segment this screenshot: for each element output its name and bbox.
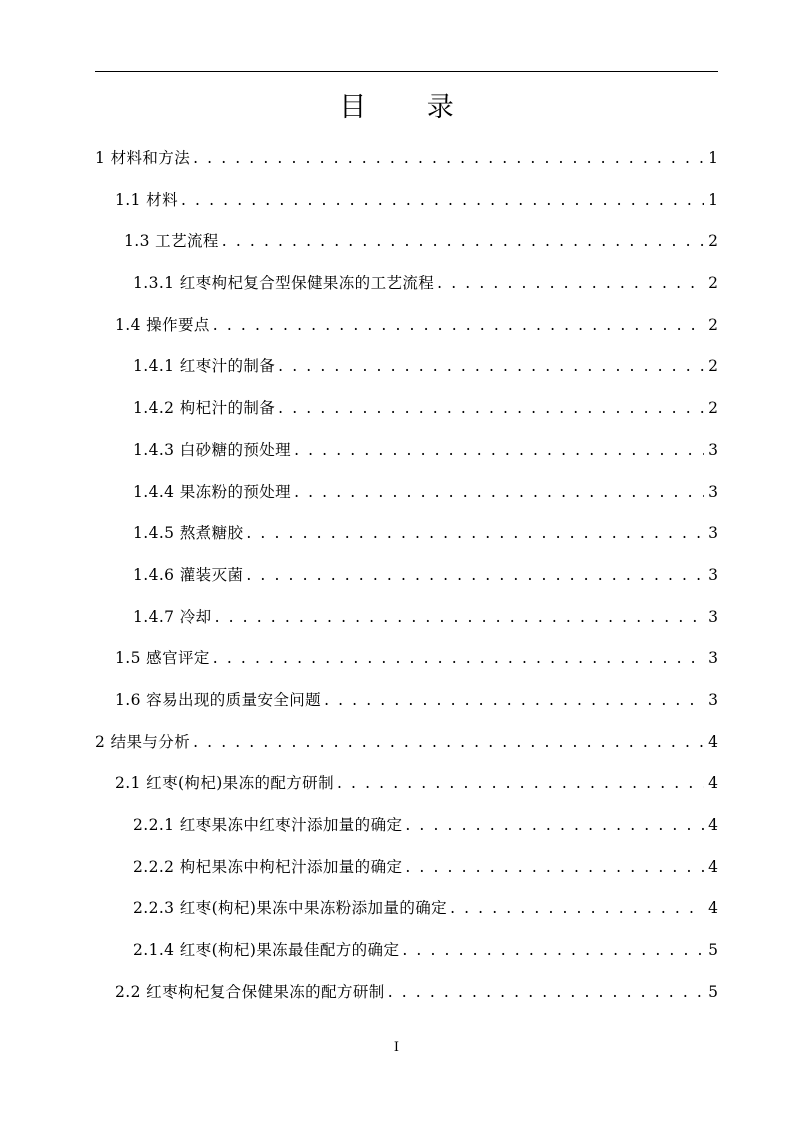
dot-leader [294, 472, 704, 514]
page-number: I [393, 1040, 400, 1055]
toc-entry-title: 2.1.4 红枣(枸杞)果冻最佳配方的确定 [133, 941, 400, 960]
toc-entry[interactable] [95, 722, 718, 764]
dot-leader [405, 847, 704, 889]
toc-entry-title: 1.4.7 冷却 [133, 607, 212, 626]
dot-leader [222, 221, 704, 263]
dot-leader [193, 722, 704, 764]
toc-entry[interactable] [95, 972, 718, 1014]
toc-entry[interactable] [95, 305, 718, 347]
dot-leader [450, 888, 704, 930]
toc-entry-title: 2.2.3 红枣(枸杞)果冻中果冻粉添加量的确定 [133, 899, 448, 918]
dot-leader [278, 346, 704, 388]
toc-entry[interactable] [95, 805, 718, 847]
toc-entry-title: 2 结果与分析 [95, 732, 191, 751]
dot-leader [324, 680, 704, 722]
toc-entry[interactable] [95, 513, 718, 555]
toc-entry[interactable] [95, 763, 718, 805]
toc-entry[interactable] [95, 221, 718, 263]
toc-entry-page: 2 [708, 357, 718, 376]
dot-leader [337, 763, 704, 805]
toc-entry-title: 1.1 材料 [115, 190, 178, 209]
dot-leader [405, 805, 704, 847]
dot-leader [193, 138, 704, 180]
dot-leader [278, 388, 704, 430]
toc-entry[interactable] [95, 430, 718, 472]
header-rule [95, 71, 718, 72]
toc-entry-title: 2.1 红枣(枸杞)果冻的配方研制 [115, 774, 334, 793]
toc-entry[interactable] [95, 388, 718, 430]
toc-entry[interactable] [95, 888, 718, 930]
dot-leader [213, 638, 704, 680]
toc-entry-title: 1.4.2 枸杞汁的制备 [133, 399, 276, 418]
toc-entry-page: 1 [708, 190, 718, 209]
toc-entry-page: 2 [708, 315, 718, 334]
table-of-contents [95, 138, 718, 1013]
dot-leader [213, 305, 704, 347]
toc-entry-page: 3 [708, 649, 718, 668]
toc-entry-page: 4 [708, 816, 718, 834]
dot-leader [388, 972, 704, 1014]
toc-entry[interactable] [95, 346, 718, 388]
toc-entry-page: 4 [708, 857, 718, 876]
toc-entry[interactable] [95, 847, 718, 889]
toc-entry-title: 1.4.6 灌装灭菌 [133, 565, 244, 584]
toc-entry-title: 1.4.3 白砂糖的预处理 [133, 440, 292, 459]
toc-entry-page: 3 [708, 524, 718, 543]
toc-entry-page: 2 [708, 232, 718, 251]
toc-entry[interactable] [95, 680, 718, 722]
toc-entry-title: 1.6 容易出现的质量安全问题 [115, 690, 322, 709]
toc-entry-page: 3 [708, 565, 718, 584]
toc-entry-page: 4 [708, 774, 718, 793]
toc-entry-title: 1 材料和方法 [95, 149, 191, 167]
toc-entry[interactable] [95, 138, 718, 180]
toc-entry-title: 1.4.5 熬煮糖胶 [133, 524, 244, 543]
toc-entry[interactable] [95, 930, 718, 972]
toc-entry-title: 1.5 感官评定 [115, 649, 210, 668]
dot-leader [402, 930, 704, 972]
toc-entry[interactable] [95, 180, 718, 222]
toc-entry-page: 5 [708, 982, 718, 1001]
toc-entry[interactable] [95, 263, 718, 305]
toc-entry-page: 3 [708, 690, 718, 709]
toc-entry-title: 1.4.4 果冻粉的预处理 [133, 482, 292, 501]
toc-entry-page: 4 [708, 732, 718, 751]
toc-entry-title: 1.3.1 红枣枸杞复合型保健果冻的工艺流程 [133, 274, 435, 293]
dot-leader [246, 555, 704, 597]
dot-leader [215, 597, 705, 639]
toc-entry-page: 3 [708, 482, 718, 501]
toc-entry[interactable] [95, 472, 718, 514]
toc-entry[interactable] [95, 597, 718, 639]
toc-entry[interactable] [95, 555, 718, 597]
dot-leader [181, 180, 704, 222]
toc-entry-page: 3 [708, 607, 718, 626]
dot-leader [437, 263, 704, 305]
dot-leader [246, 513, 704, 555]
page-title: 目 录 [339, 92, 480, 123]
toc-entry-title: 1.4.1 红枣汁的制备 [133, 357, 276, 376]
toc-entry-title: 2.2 红枣枸杞复合保健果冻的配方研制 [115, 982, 385, 1001]
toc-entry-page: 5 [708, 941, 718, 960]
toc-entry-title: 1.3 工艺流程 [124, 232, 219, 251]
toc-entry[interactable] [95, 638, 718, 680]
toc-entry-page: 3 [708, 440, 718, 459]
toc-entry-page: 1 [708, 149, 718, 167]
toc-entry-page: 2 [708, 274, 718, 293]
dot-leader [294, 430, 704, 472]
toc-entry-title: 1.4 操作要点 [115, 315, 210, 334]
toc-entry-title: 2.2.2 枸杞果冻中枸杞汁添加量的确定 [133, 857, 403, 876]
toc-entry-page: 4 [708, 899, 718, 918]
toc-entry-title: 2.2.1 红枣果冻中红枣汁添加量的确定 [133, 816, 403, 834]
toc-entry-page: 2 [708, 399, 718, 418]
